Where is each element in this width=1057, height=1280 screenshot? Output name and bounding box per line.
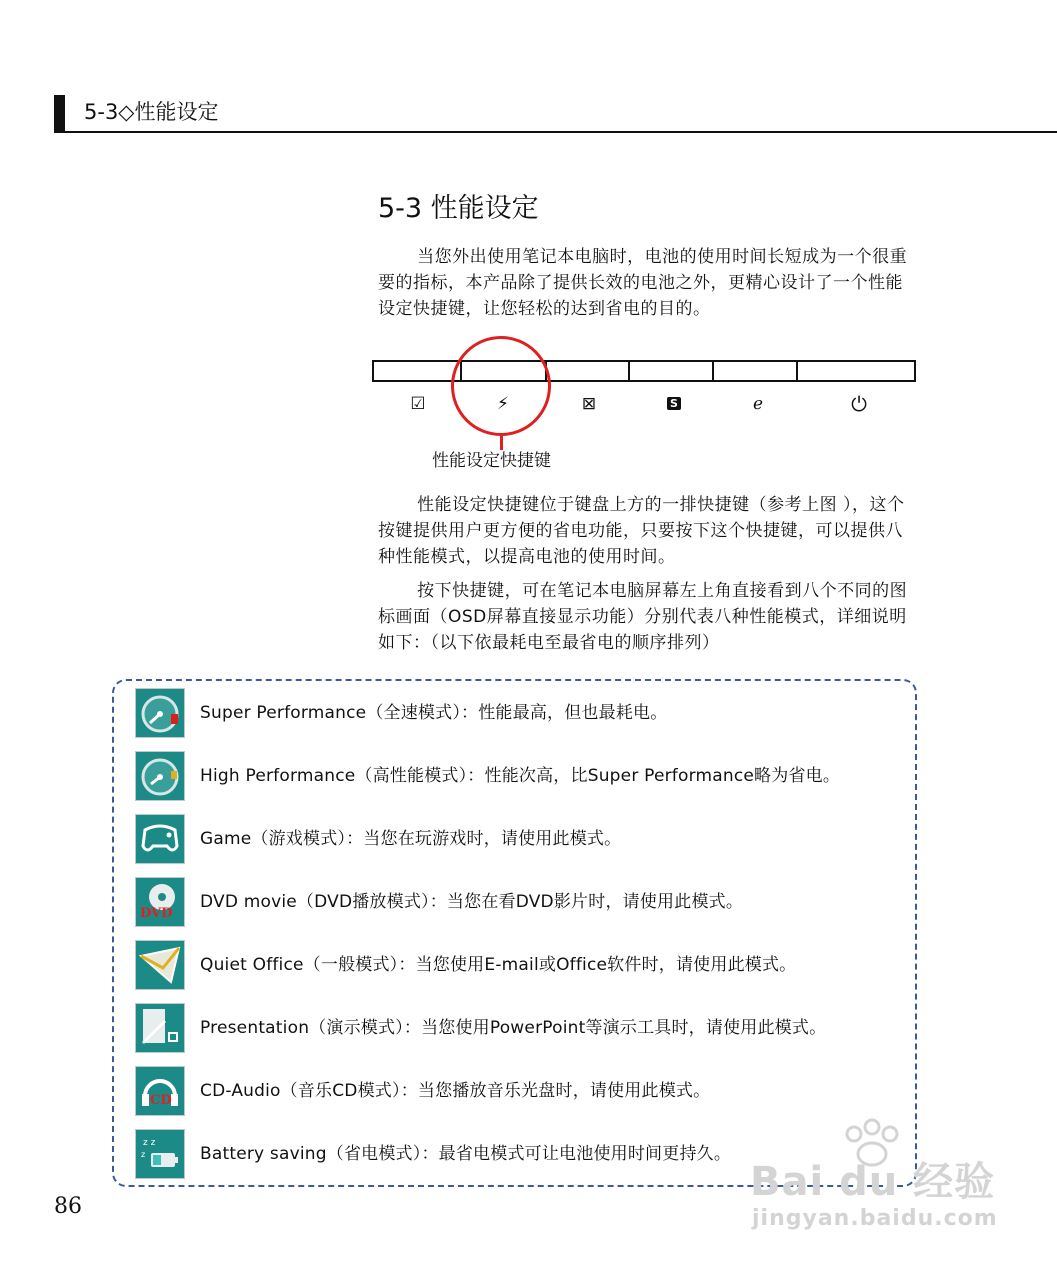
- hotkey-key: [714, 362, 798, 380]
- hotkey-key: [798, 362, 914, 380]
- mode-description: DVD movie（DVD播放模式）：当您在看DVD影片时，请使用此模式。: [200, 892, 744, 912]
- mode-description: CD-Audio（音乐CD模式）：当您播放音乐光盘时，请使用此模式。: [200, 1081, 711, 1101]
- mode-description: Battery saving（省电模式）：最省电模式可让电池使用时间更持久。: [200, 1144, 732, 1164]
- highlight-circle: [451, 336, 551, 436]
- mode-item: [135, 940, 915, 992]
- mode-item: [135, 688, 915, 740]
- speedometer-icon: [135, 751, 185, 801]
- hotkey-key: [630, 362, 714, 380]
- presentation-icon: [135, 1003, 185, 1053]
- hotkey-key: [374, 362, 462, 380]
- header-accent-bar: [54, 95, 65, 133]
- page-number: 86: [54, 1194, 82, 1219]
- headphones-cd-icon: [135, 1066, 185, 1116]
- running-header: 5-3◇性能设定: [84, 100, 219, 124]
- power-gear-icon: ⚡: [497, 394, 509, 414]
- dvd-badge: DVD: [140, 906, 173, 921]
- touchpad-disable-icon: ⊠: [581, 394, 597, 414]
- speedometer-icon: [135, 688, 185, 738]
- envelope-icon: [135, 940, 185, 990]
- watermark-logo: Bai du 经验: [750, 1159, 996, 1205]
- dvd-icon: [135, 877, 185, 927]
- body-paragraph: 按下快捷键，可在笔记本电脑屏幕左上角直接看到八个不同的图标画面（OSD屏幕直接显示功能）分别代表八种性能模式，详细说明如下：（以下依最耗电至最省电的顺序排列）: [378, 581, 908, 653]
- intro-paragraph: 当您外出使用笔记本电脑时，电池的使用时间长短成为一个很重要的指标，本产品除了提供长效的电池之外，更精心设计了一个性能设定快捷键，让您轻松的达到省电的目的。: [378, 247, 908, 319]
- mode-item: [135, 877, 915, 929]
- mode-item: [135, 1003, 915, 1055]
- mode-description: Quiet Office（一般模式）：当您使用E-mail或Office软件时，请使用此模式。: [200, 955, 797, 975]
- gamepad-icon: [135, 814, 185, 864]
- internet-icon: ℯ: [752, 394, 764, 414]
- svg-text:z z: z z: [143, 1138, 156, 1148]
- svg-text:z: z: [141, 1150, 146, 1159]
- callout-label: 性能设定快捷键: [432, 451, 551, 471]
- notebook-check-icon: ☑: [410, 394, 426, 414]
- body-paragraph: 性能设定快捷键位于键盘上方的一排快捷键（参考上图 ），这个按键提供用户更方便的省电功能，只要按下这个快捷键，可以提供八种性能模式，以提高电池的使用时间。: [378, 495, 905, 567]
- mode-description: High Performance（高性能模式）：性能次高，比Super Performance略为省电。: [200, 766, 841, 786]
- s-key-icon: S: [660, 392, 688, 416]
- mode-description: Game（游戏模式）：当您在玩游戏时，请使用此模式。: [200, 829, 622, 849]
- mode-item: [135, 814, 915, 866]
- power-icon: ⏻: [851, 392, 867, 416]
- cd-badge: CD: [150, 1093, 172, 1108]
- header-rule: [54, 131, 1057, 133]
- mode-description: Presentation（演示模式）：当您使用PowerPoint等演示工具时，请使用此模式。: [200, 1018, 827, 1038]
- battery-sleep-icon: [135, 1129, 185, 1179]
- watermark-url: jingyan.baidu.com: [752, 1206, 998, 1231]
- section-title: 5-3 性能设定: [378, 193, 539, 224]
- mode-item: [135, 1066, 915, 1118]
- mode-item: [135, 751, 915, 803]
- hotkey-key: [547, 362, 630, 380]
- mode-description: Super Performance（全速模式）：性能最高，但也最耗电。: [200, 703, 668, 723]
